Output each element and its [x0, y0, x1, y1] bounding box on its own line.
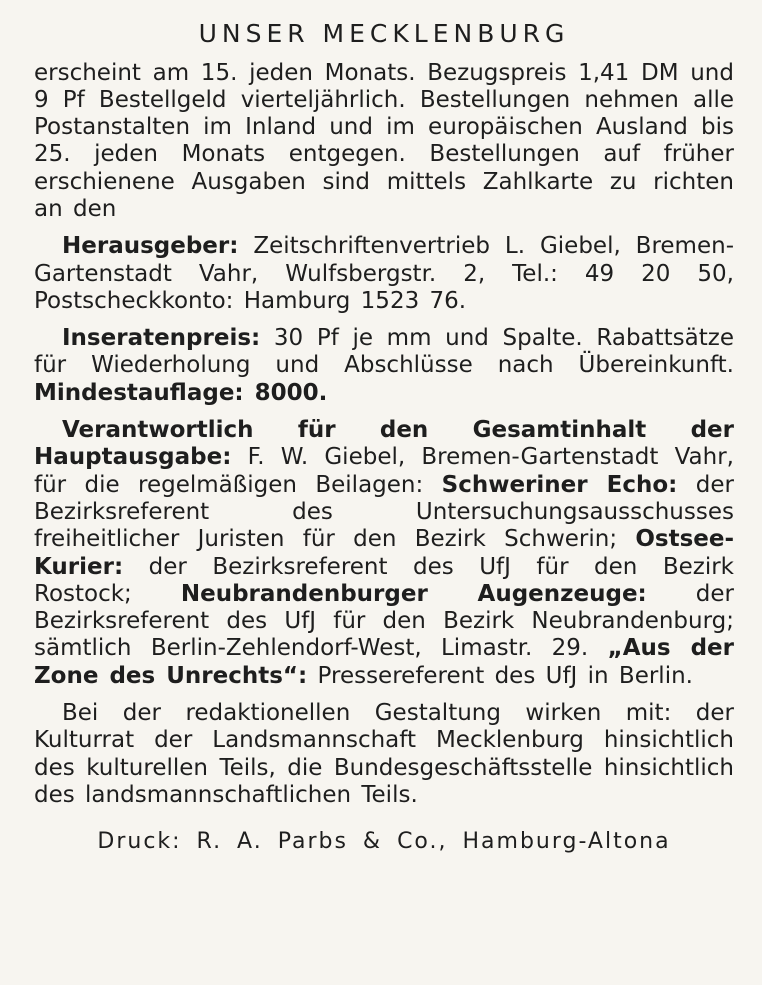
responsible-text-3: der Bezirksreferent des UfJ für den Bezirk Rostock; [34, 553, 734, 607]
responsible-label: Verantwortlich für den Gesamtinhalt der Hauptausgabe: [34, 417, 734, 471]
editorial-paragraph: Bei der redaktionellen Gestaltung wirken mit: der Kulturrat der Landsmannschaft Mecklenburg hinsichtlich des kulturellen Teils, die Bundesgeschäftsstelle hinsichtlich des landsmannschaftlichen Teils. [34, 700, 734, 808]
ads-text: 30 Pf je mm und Spalte. Rabattsätze für Wiederholung und Abschlüsse nach Übereinkunft. [34, 325, 734, 379]
ads-paragraph [34, 325, 734, 407]
responsible-text-5: Pressereferent des UfJ in Berlin. [307, 662, 693, 689]
supplement-ostsee: Ostsee-Kurier: [34, 526, 734, 580]
publisher-paragraph [34, 233, 734, 315]
supplement-neubrandenburg: Neubrandenburger Augenzeuge: [180, 580, 647, 607]
ads-label: Inseratenpreis: [62, 325, 261, 352]
page-title: UNSER MECKLENBURG [198, 19, 570, 48]
supplement-schwerin: Schweriner Echo: [441, 471, 678, 498]
responsible-text-1: F. W. Giebel, Bremen-Gartenstadt Vahr, für die regelmäßigen Beilagen: [34, 444, 734, 498]
responsible-paragraph [34, 417, 734, 690]
responsible-text-4: der Bezirksreferent des UfJ für den Bezirk Neubrandenburg; sämtlich Berlin-Zehlendorf-West, Limastr. 29. [34, 580, 734, 662]
publisher-text: Zeitschriftenvertrieb L. Giebel, Bremen-Gartenstadt Vahr, Wulfsbergstr. 2, Tel.: 49 20 50, Postscheckkonto: Hamburg 1523 76. [34, 233, 734, 314]
publisher-label: Herausgeber: [62, 233, 239, 260]
intro-paragraph: erscheint am 15. jeden Monats. Bezugspreis 1,41 DM und 9 Pf Bestellgeld vierteljährlich. Bestellungen nehmen alle Postanstalten im Inland und im europäischen Ausland bis 25. jeden Monats entgegen. Bestellungen auf früher erschienene Ausgaben sind mittels Zahlkarte zu richten an den [34, 59, 734, 222]
responsible-text-2: der Bezirksreferent des Untersuchungsausschusses freiheitlicher Juristen für den Bezirk Schwerin; [34, 471, 734, 553]
printer-line: Druck: R. A. Parbs & Co., Hamburg-Altona [97, 829, 671, 855]
circulation-text: Mindestauflage: 8000. [34, 379, 328, 406]
supplement-zone: „Aus der Zone des Unrechts“: [34, 635, 734, 689]
